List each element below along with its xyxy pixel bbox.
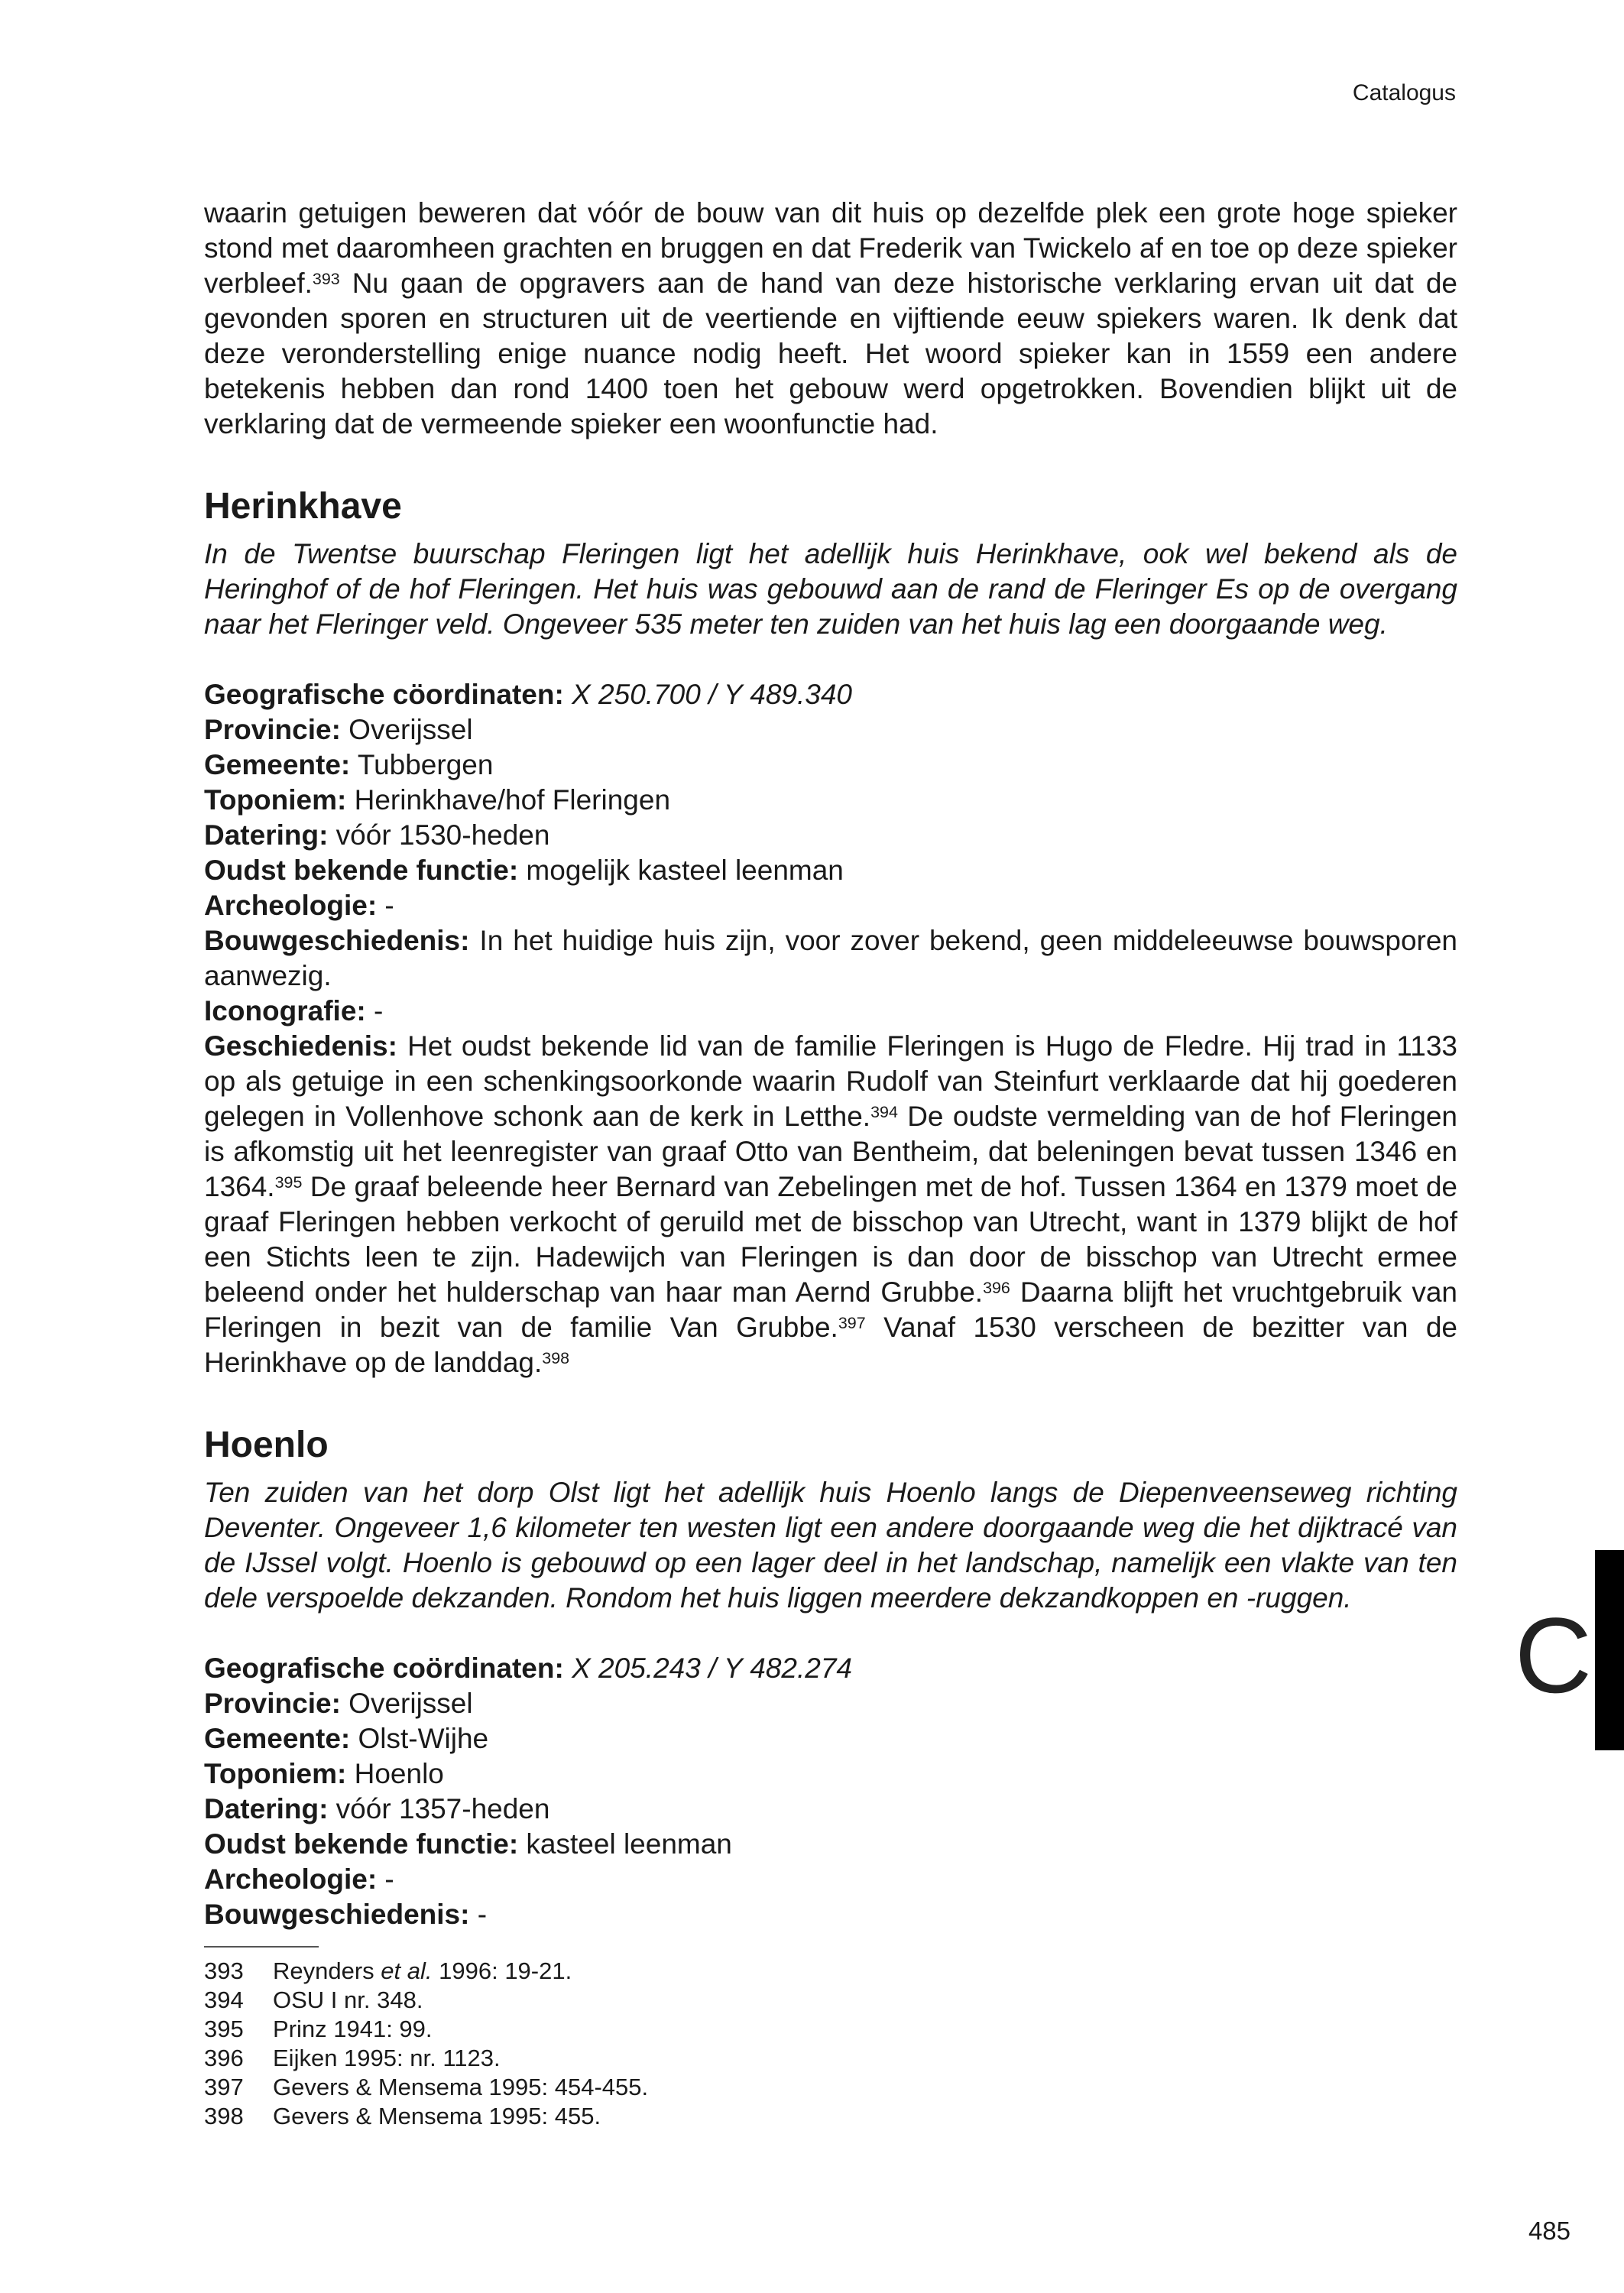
field-value: X 250.700 / Y 489.340	[563, 679, 853, 710]
footnote-run: 1996: 19-21.	[432, 1957, 572, 1984]
blank-line	[204, 1616, 1457, 1651]
field-line	[204, 818, 1457, 853]
footnote-row	[204, 2102, 1457, 2131]
field-label: Iconografie:	[204, 995, 366, 1026]
field-value: X 205.243 / Y 482.274	[563, 1652, 853, 1684]
text-run: Nu gaan de opgravers aan de hand van deze historische verklaring ervan uit dat de gevonden sporen en structuren uit de veertiende en vijftiende eeuw spiekers waren. Ik denk dat deze veronderstelling enige nuance nodig heeft. Het woord spieker kan in 1559 een andere betekenis hebben dan rond 1400 toen het gebouw werd opgetrokken. Bovendien blijkt uit de verklaring dat de vermeende spieker een woonfunctie had.	[204, 268, 1457, 439]
field-line	[204, 748, 1457, 783]
field-label: Datering:	[204, 819, 329, 851]
field-label: Toponiem:	[204, 1758, 347, 1789]
text-run: Ten zuiden van het dorp Olst ligt het adellijk huis Hoenlo langs de Diepenveenseweg richting Deventer. Ongeveer 1,6 kilometer ten westen ligt een andere doorgaande weg die het dijktracé van de IJssel volgt. Hoenlo is gebouwd op een lager deel in het landschap, namelijk een vlakte van ten dele verspoelde dekzanden. Rondom het huis liggen meerdere dekzandkoppen en -ruggen.	[204, 1477, 1457, 1614]
section-heading: Hoenlo	[204, 1425, 329, 1465]
field-line	[204, 994, 1457, 1029]
field-value: Olst-Wijhe	[350, 1723, 489, 1754]
footnote-number: 397	[204, 2074, 244, 2100]
section-heading: Herinkhave	[204, 486, 402, 527]
field-line	[204, 923, 1457, 994]
footnote-text	[273, 1986, 1457, 2015]
footnote-number: 396	[204, 2045, 244, 2071]
field-line	[204, 1029, 1457, 1380]
field-value: Vanaf 1530 verscheen de bezitter van de Herinkhave op de landdag.	[204, 1312, 1457, 1378]
field-value: -	[469, 1899, 488, 1930]
running-head: Catalogus	[1352, 80, 1456, 105]
field-line	[204, 783, 1457, 818]
footnote-ref: 397	[838, 1314, 866, 1333]
field-value: De oudste vermelding van de hof Fleringen is afkomstig uit het leenregister van graaf Otto van Bentheim, dat beleningen bevat tussen 1346 en 1364.	[204, 1101, 1457, 1202]
footnote-number: 395	[204, 2016, 244, 2042]
footnote-run: Gevers & Mensema 1995: 454-455.	[273, 2074, 649, 2100]
footnote-number: 394	[204, 1987, 244, 2013]
footnote-row	[204, 2044, 1457, 2073]
footnote-ref: 393	[312, 270, 340, 289]
content-area	[204, 196, 1457, 2131]
footnote-text	[273, 2102, 1457, 2131]
field-value: Het oudst bekende lid van de familie Fleringen is Hugo de Fledre. Hij trad in 1133 op als getuige in een schenkingsoorkonde waarin Rudolf van Steinfurt verklaarde dat hij goederen gelegen in Vollenhove schonk aan de kerk in Letthe.	[204, 1030, 1457, 1132]
blank-line	[204, 642, 1457, 677]
field-value: Overijssel	[340, 1688, 473, 1719]
footnote-run: Eijken 1995: nr. 1123.	[273, 2045, 501, 2071]
field-line	[204, 1651, 1457, 1686]
field-value: Tubbergen	[350, 749, 494, 780]
field-label: Archeologie:	[204, 890, 378, 921]
footnote-text	[273, 1957, 1457, 1986]
field-line	[204, 1862, 1457, 1897]
field-value: vóór 1357-heden	[328, 1793, 550, 1824]
field-line	[204, 677, 1457, 712]
field-line	[204, 888, 1457, 923]
field-label: Geschiedenis:	[204, 1030, 397, 1062]
field-label: Archeologie:	[204, 1863, 378, 1895]
section-intro-paragraph	[204, 537, 1457, 642]
footnote-run: Reynders	[273, 1957, 381, 1984]
text-run: waarin getuigen beweren dat vóór de bouw van dit huis op dezelfde plek een grote hoge spieker stond met daaromheen grachten en bruggen en dat Frederik van Twickelo af en toe op deze spieker verbleef.	[204, 197, 1457, 299]
field-value: -	[365, 995, 384, 1026]
section-intro-paragraph	[204, 1475, 1457, 1616]
field-label: Provincie:	[204, 1688, 341, 1719]
field-value: vóór 1530-heden	[328, 819, 550, 851]
footnote-text	[273, 2015, 1457, 2044]
field-value: kasteel leenman	[518, 1828, 732, 1860]
footnote-number: 398	[204, 2103, 244, 2129]
field-label: Geografische coördinaten:	[204, 1652, 564, 1684]
footnote-run: et al.	[381, 1957, 433, 1984]
field-value: -	[377, 1863, 394, 1895]
field-line	[204, 1686, 1457, 1721]
footnote-row	[204, 1986, 1457, 2015]
field-label: Datering:	[204, 1793, 329, 1824]
footnote-row	[204, 2015, 1457, 2044]
footnotes-section	[204, 1946, 1457, 2131]
page-number: 485	[1528, 2217, 1571, 2245]
footnote-run: Prinz 1941: 99.	[273, 2016, 433, 2042]
footnote-ref: 398	[542, 1349, 570, 1368]
footnote-number: 393	[204, 1957, 244, 1984]
field-line	[204, 853, 1457, 888]
field-label: Geografische cöordinaten:	[204, 679, 564, 710]
field-line	[204, 1792, 1457, 1827]
field-label: Gemeente:	[204, 1723, 351, 1754]
footnote-ref: 396	[983, 1279, 1010, 1298]
footnote-run: OSU I nr. 348.	[273, 1987, 423, 2013]
field-value: De graaf beleende heer Bernard van Zebelingen met de hof. Tussen 1364 en 1379 moet de graaf Fleringen hebben verkocht of geruild met de bisschop van Utrecht, want in 1379 blijkt de hof een Stichts leen te zijn. Hadewijch van Fleringen is dan door de bisschop van Utrecht ermee beleend onder het hulderschap van haar man Aernd Grubbe.	[204, 1171, 1457, 1308]
footnote-ref: 394	[870, 1103, 898, 1122]
field-value: -	[377, 890, 394, 921]
field-value: Hoenlo	[346, 1758, 444, 1789]
footnote-row	[204, 2073, 1457, 2102]
field-label: Provincie:	[204, 714, 341, 745]
field-line	[204, 712, 1457, 748]
field-value: In het huidige huis zijn, voor zover bekend, geen middeleeuwse bouwsporen aanwezig.	[204, 925, 1457, 991]
field-line	[204, 1721, 1457, 1756]
field-value: Daarna blijft het vruchtgebruik van Fleringen in bezit van de familie Van Grubbe.	[204, 1276, 1457, 1343]
footnote-ref: 395	[274, 1173, 303, 1192]
field-label: Bouwgeschiedenis:	[204, 925, 470, 956]
field-value: Herinkhave/hof Fleringen	[346, 784, 671, 816]
field-value: mogelijk kasteel leenman	[518, 855, 844, 886]
field-value: Overijssel	[340, 714, 473, 745]
chapter-letter: C	[1514, 1595, 1592, 1715]
field-line	[204, 1827, 1457, 1862]
field-line	[204, 1756, 1457, 1792]
footnote-rule	[204, 1946, 319, 1948]
field-label: Gemeente:	[204, 749, 351, 780]
field-label: Oudst bekende functie:	[204, 855, 519, 886]
body-paragraph	[204, 196, 1457, 442]
footnote-text	[273, 2073, 1457, 2102]
field-label: Toponiem:	[204, 784, 347, 816]
field-line	[204, 1897, 1457, 1932]
footnote-run: Gevers & Mensema 1995: 455.	[273, 2103, 601, 2129]
chapter-tab	[1595, 1550, 1624, 1750]
footnote-row	[204, 1957, 1457, 1986]
footnote-text	[273, 2044, 1457, 2073]
field-label: Bouwgeschiedenis:	[204, 1899, 470, 1930]
text-run: In de Twentse buurschap Fleringen ligt het adellijk huis Herinkhave, ook wel bekend als de Heringhof of de hof Fleringen. Het huis was gebouwd aan de rand de Fleringer Es op de overgang naar het Fleringer veld. Ongeveer 535 meter ten zuiden van het huis lag een doorgaande weg.	[204, 538, 1457, 640]
field-label: Oudst bekende functie:	[204, 1828, 519, 1860]
